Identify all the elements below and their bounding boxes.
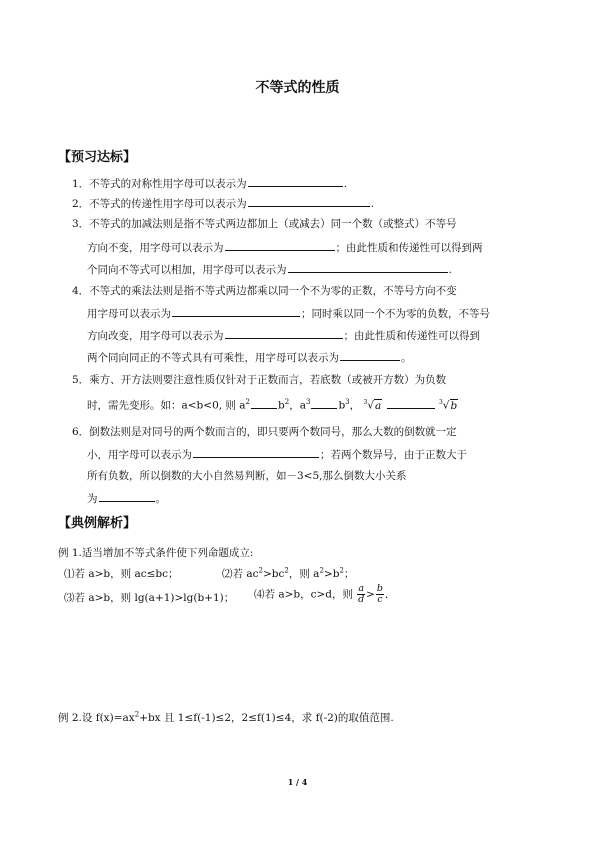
superscript: 2: [134, 710, 140, 719]
radicand: a: [375, 399, 382, 412]
item-3-text: 方向不变，用字母可以表示为: [87, 242, 224, 254]
superscript: 2: [258, 566, 263, 575]
example-1-part-2: [222, 567, 354, 581]
math-text: >bc: [262, 568, 285, 580]
example-1-intro: 例 1.适当增加不等式条件使下列命题成立:: [58, 547, 254, 559]
item-1: [72, 176, 347, 191]
denominator: c: [377, 594, 383, 605]
item-3-line-1: 3．不等式的加减法则是指不等式两边都加上（或减去）同一个数（或整式）不等号: [72, 218, 457, 230]
superscript: 3: [305, 398, 311, 406]
punct: ，: [289, 399, 300, 412]
answer-blank[interactable]: [251, 398, 277, 409]
example-1-part-1: ⑴若 a>b，则 ac≤bc；: [64, 568, 179, 580]
answer-blank[interactable]: [248, 196, 370, 207]
answer-blank[interactable]: [387, 398, 435, 409]
item-4-text: 用字母可以表示为: [87, 308, 171, 320]
fraction-b-over-c: [376, 584, 384, 605]
punct: ．: [384, 588, 396, 601]
answer-blank[interactable]: [225, 240, 335, 251]
math-var: a: [299, 399, 306, 412]
item-5-line-2: [87, 396, 458, 413]
superscript: 2: [284, 566, 289, 575]
math-var: b: [278, 399, 285, 412]
item-6-line-2: [87, 447, 467, 462]
item-6-text: 为: [87, 493, 98, 505]
page-number: 1 / 4: [287, 777, 308, 787]
item-3-text: 个同向不等式可以相加，用字母可以表示为: [87, 264, 287, 276]
math-text: +bx 且 1≤f(-1)≤2，2≤f(1)≤4，求 f(-2)的取值范围.: [139, 712, 394, 724]
example-2: [58, 711, 394, 725]
answer-blank[interactable]: [99, 491, 155, 502]
superscript: 2: [245, 398, 250, 406]
example-1-part-3: ⑶若 a>b，则 lg(a+1)>lg(b+1)；: [64, 592, 235, 604]
section-heading-preview: 【预习达标】: [58, 150, 137, 165]
item-4-line-2: [87, 306, 490, 321]
item-6-line-3: 所有负数，所以倒数的大小自然易判断，如－3<5,那么倒数大小关系: [87, 470, 407, 482]
item-3-line-3: [87, 262, 452, 277]
item-5-line-1: 5．乘方、开方法则要注意性质仅针对于正数而言，若底数（或被开方数）为负数: [72, 374, 447, 386]
numerator: b: [376, 583, 383, 594]
item-6-text: 小，用字母可以表示为: [87, 449, 192, 461]
item-4-text: ；由此性质和传递性可以得到: [343, 330, 480, 342]
answer-blank[interactable]: [288, 262, 448, 273]
math-text: ⑵若 ac: [222, 568, 259, 580]
punct: .: [448, 264, 452, 276]
math-var: b: [338, 399, 346, 412]
item-3-text: ；由此性质和传递性可以得到两: [335, 242, 483, 254]
item-4-line-4: [87, 350, 412, 365]
item-6-line-1: 6．倒数法则是对同号的两个数而言的，即只要两个数同号，那么大数的倒数就一定: [72, 426, 457, 438]
punct: 。: [401, 352, 412, 364]
answer-blank[interactable]: [311, 398, 337, 409]
root-index: 3: [363, 399, 368, 406]
punct: .: [370, 198, 375, 210]
math-text: >: [366, 588, 375, 601]
answer-blank[interactable]: [248, 176, 343, 187]
item-4-text: 方向改变，用字母可以表示为: [87, 330, 224, 342]
item-4-text: 两个同向同正的不等式具有可乘性，用字母可以表示为: [87, 352, 339, 364]
superscript: 2: [339, 566, 344, 575]
item-2-text: 2．不等式的传递性用字母可以表示为: [72, 198, 247, 210]
item-1-text: 1．不等式的对称性用字母可以表示为: [72, 178, 247, 190]
item-4-line-1: 4．不等式的乘法法则是指不等式两边都乘以同一个不为零的正数，不等号方向不变: [72, 285, 457, 297]
answer-blank[interactable]: [340, 350, 400, 361]
punct: 。: [155, 493, 166, 505]
page-title: 不等式的性质: [255, 80, 340, 96]
punct: .: [343, 178, 348, 190]
radicand: b: [450, 399, 458, 412]
section-heading-examples: 【典例解析】: [58, 516, 137, 531]
item-2: [72, 196, 374, 211]
item-5-text: 时，需先变形。如：a<b<0, 则 a: [87, 399, 246, 412]
answer-blank[interactable]: [225, 328, 343, 339]
fraction-a-over-d: [357, 584, 365, 605]
superscript: 2: [319, 566, 324, 575]
math-text: ，则 a: [288, 568, 320, 580]
numerator: a: [358, 583, 365, 594]
cube-root-a: $^3$√a: [363, 399, 382, 412]
item-3-line-2: [87, 240, 483, 255]
cube-root-b: $^3$√b: [438, 399, 458, 412]
math-text: ；: [343, 568, 355, 580]
answer-blank[interactable]: [193, 447, 319, 458]
superscript: 2: [284, 398, 290, 406]
math-text: >b: [323, 568, 340, 580]
punct: ，: [349, 399, 361, 412]
root-index: 3: [438, 399, 443, 406]
item-6-text: ；若两个数异号，由于正数大于: [320, 449, 467, 461]
item-4-line-3: [87, 328, 480, 343]
example-1-part-4: [254, 584, 395, 605]
superscript: 3: [345, 398, 350, 406]
item-4-text: ；同时乘以同一个不为零的负数，不等号: [301, 308, 490, 320]
denominator: d: [358, 594, 365, 605]
item-6-line-4: [87, 491, 166, 506]
answer-blank[interactable]: [172, 306, 300, 317]
math-text: 例 2.设 f(x)=ax: [58, 712, 135, 724]
math-text: ⑷若 a>b，c>d，则: [254, 588, 354, 601]
